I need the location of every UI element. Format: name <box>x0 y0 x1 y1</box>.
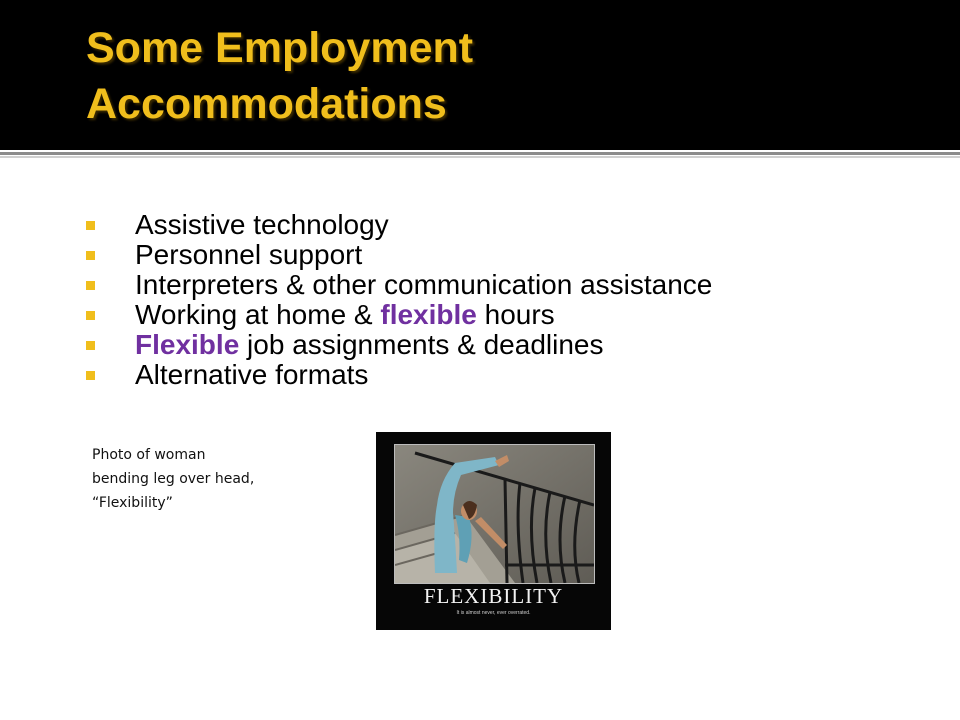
bullet-text-before: Working at home & <box>135 299 381 330</box>
square-bullet-icon <box>86 311 95 320</box>
bullet-text: Interpreters & other communication assistance <box>135 269 713 300</box>
poster-photo <box>394 444 595 584</box>
slide-title-line-1: Some Employment <box>86 24 474 72</box>
bullet-text <box>135 300 555 330</box>
highlighted-word: flexible <box>380 299 477 330</box>
highlighted-word: Flexible <box>135 329 240 360</box>
caption-line: Photo of woman <box>92 447 206 463</box>
title-divider-light <box>0 156 960 158</box>
bullet-text-after: hours <box>476 299 555 330</box>
woman-stretching-illustration <box>395 445 594 583</box>
square-bullet-icon <box>86 371 95 380</box>
caption-line: “Flexibility” <box>92 495 173 511</box>
square-bullet-icon <box>86 341 95 350</box>
photo-caption <box>92 443 322 515</box>
caption-line: bending leg over head, <box>92 471 255 487</box>
bullet-text: Assistive technology <box>135 209 389 240</box>
poster-tagline: It is almost never, ever overrated. <box>456 610 531 616</box>
poster-title: FLEXIBILITY <box>423 584 564 608</box>
bullet-text-after: job assignments & deadlines <box>239 329 604 360</box>
bullet-text <box>135 330 603 360</box>
square-bullet-icon <box>86 221 95 230</box>
title-bar <box>0 0 960 150</box>
square-bullet-icon <box>86 281 95 290</box>
bullet-text: Personnel support <box>135 239 363 270</box>
title-divider <box>0 152 960 155</box>
flexibility-poster-image <box>376 432 611 630</box>
slide-title <box>86 20 473 132</box>
bullet-text: Alternative formats <box>135 359 369 390</box>
slide-title-line-2: Accommodations <box>86 80 447 128</box>
square-bullet-icon <box>86 251 95 260</box>
